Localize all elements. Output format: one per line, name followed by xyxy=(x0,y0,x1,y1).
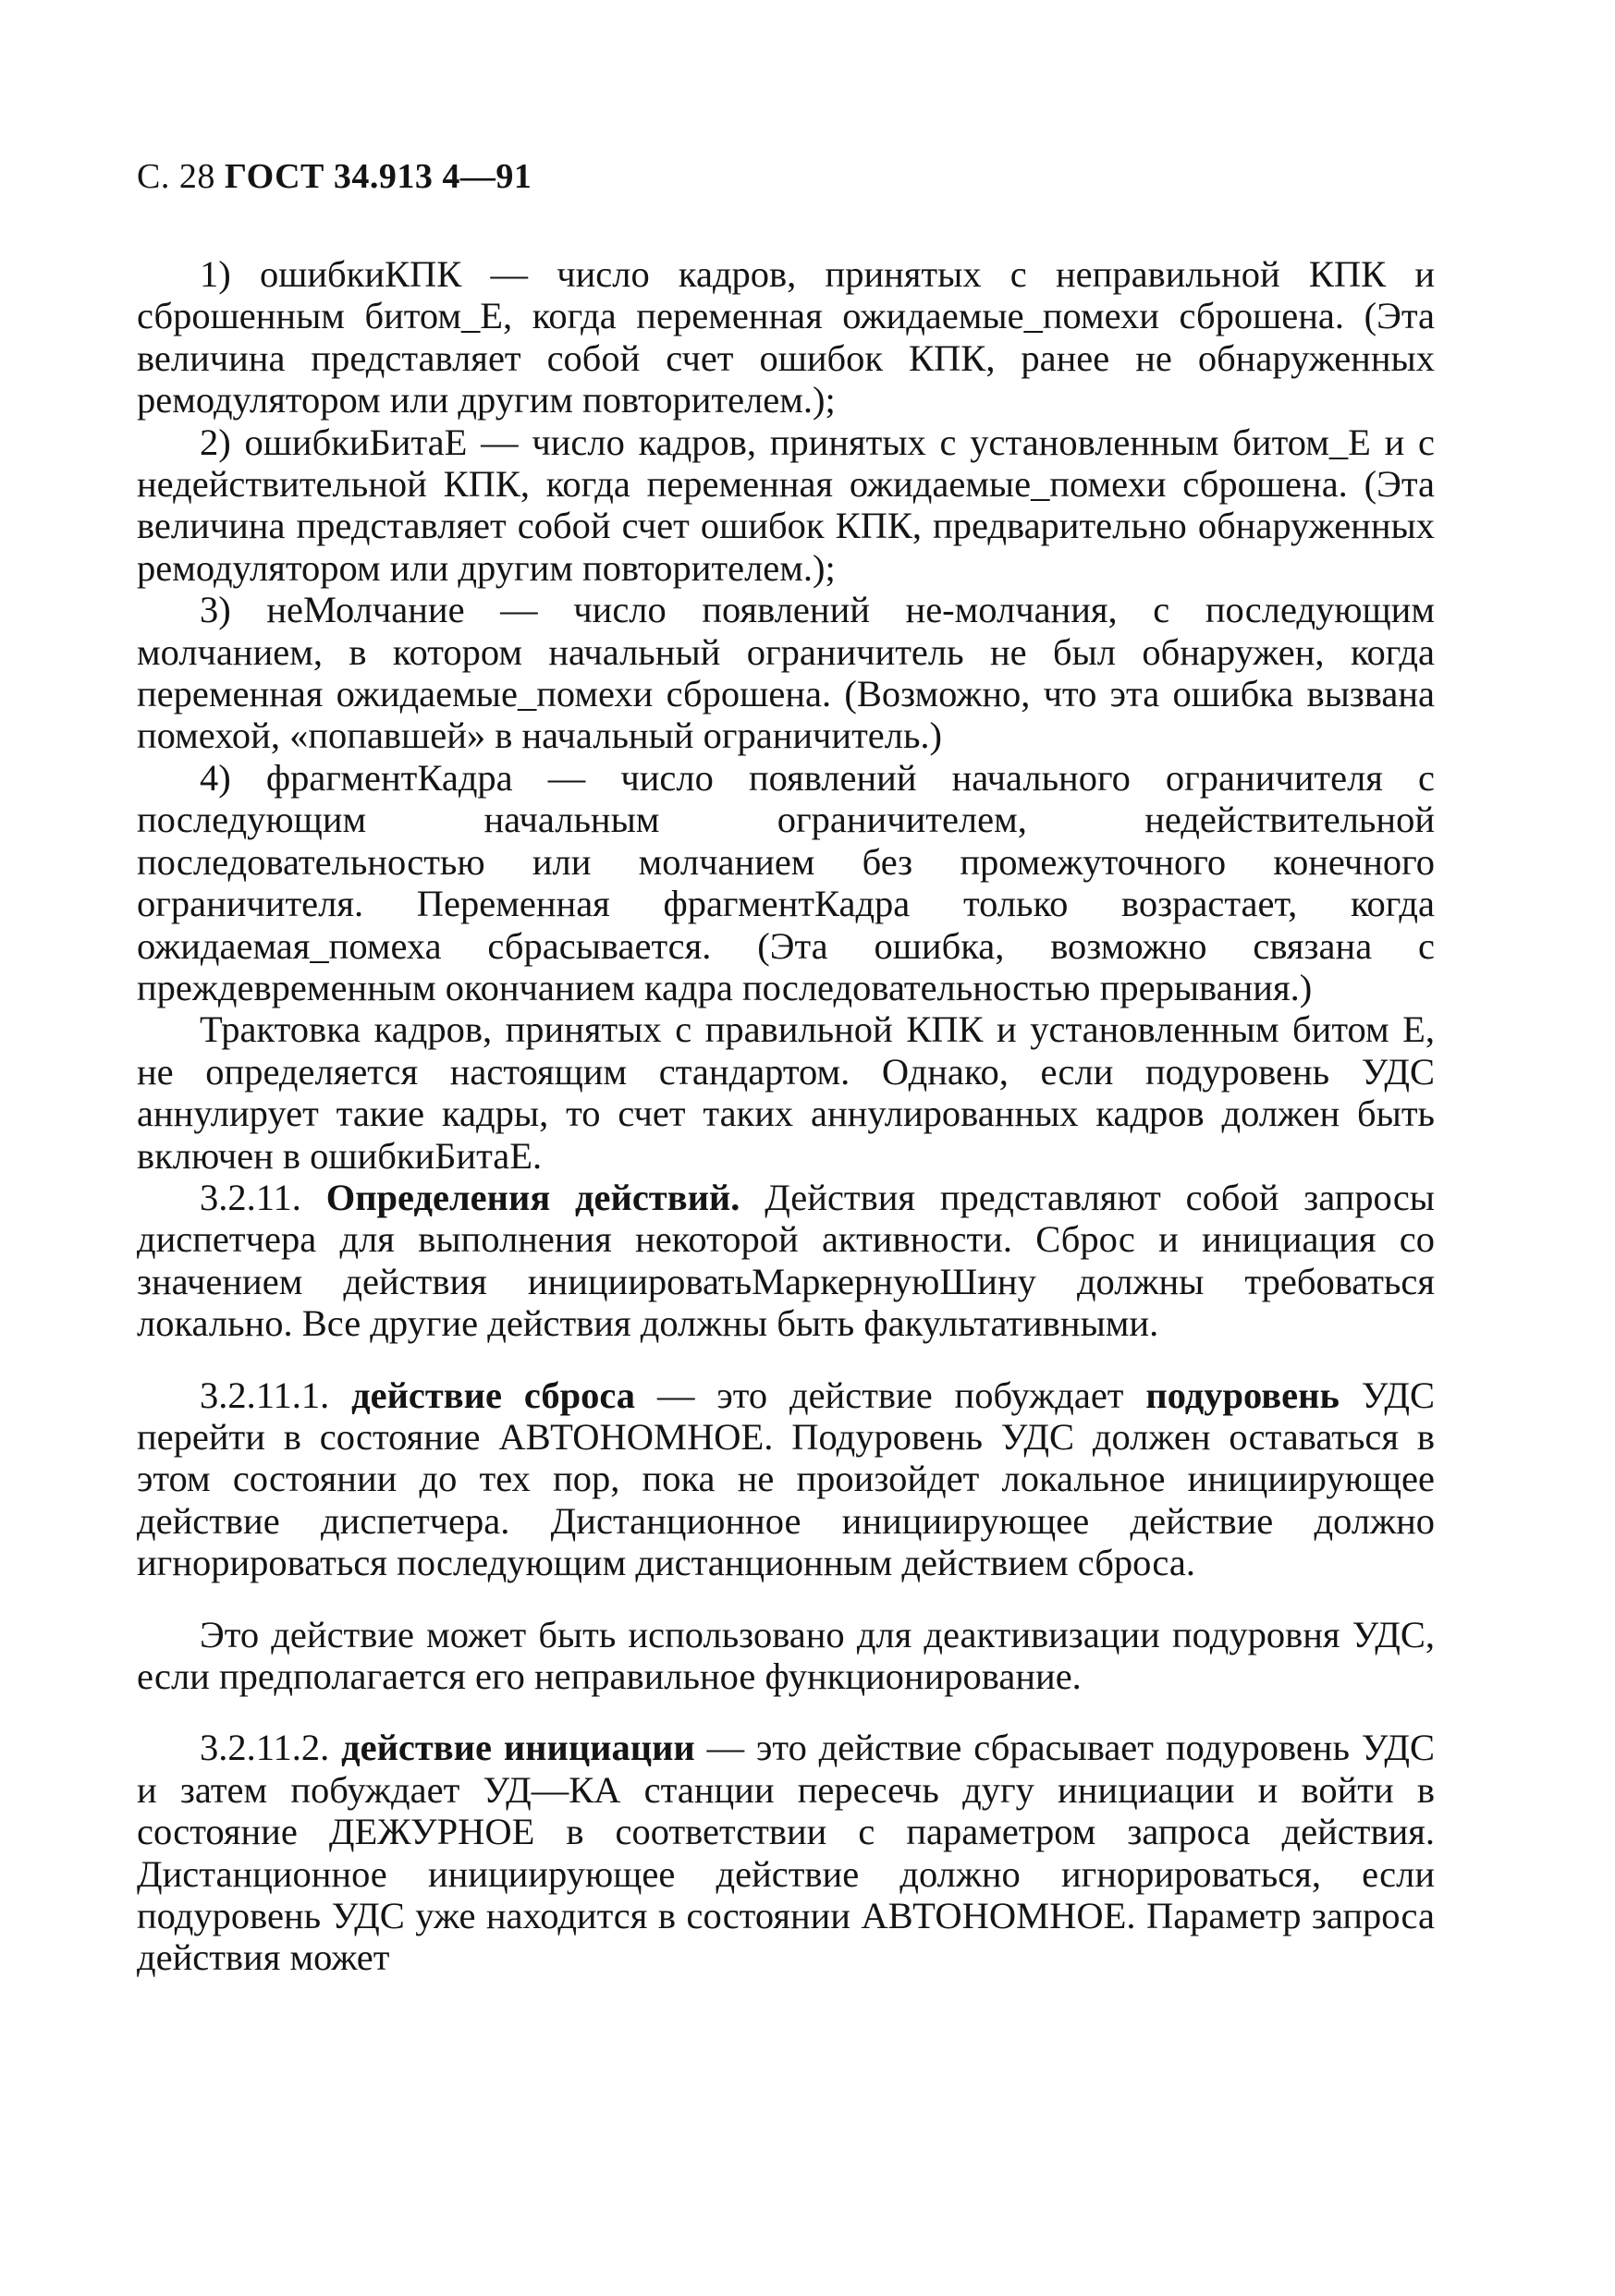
section-text-b: УДС перейти в состояние АВТОНОМНОЕ. Подуровень УДС должен оставаться в этом состоянии до тех пор, пока не произойдет локальное инициирующее действие диспетчера. Дистанционное инициирующее действие должно игнорироваться последующим дистанционным действием сброса. xyxy=(137,1374,1436,1584)
paragraph-frame-treatment: Трактовка кадров, принятых с правильной КПК и установленным битом Е, не определяется настоящим стандартом. Однако, если подуровень УДС аннулирует такие кадры, то счет таких аннулированных кадров должен быть включен в ошибкиБитаЕ. xyxy=(137,1008,1435,1177)
section-number: 3.2.11.2. xyxy=(200,1727,330,1769)
list-item-e-bit-errors: 2) ошибкиБитаЕ — число кадров, принятых с установленным битом_Е и с недействительной КПК, когда переменная ожидаемые_помехи сброшена. (Эта величина представляет собой счет ошибок КПК, предварительно обнаруженных ремодулятором или другим повторителем.); xyxy=(137,421,1435,589)
section-text-a: это действие побуждает xyxy=(716,1374,1124,1416)
section-3-2-11 xyxy=(137,1177,1435,1345)
section-3-2-11-1 xyxy=(137,1374,1435,1584)
term-init-action: действие инициации xyxy=(341,1727,695,1769)
section-number: 3.2.11. xyxy=(200,1176,301,1218)
list-item-frame-fragment: 4) фрагментКадра — число появлений начального ограничителя с последующим начальным ограничителем, недействительной последовательностью или молчанием без промежуточного конечного ограничителя. Переменная фрагментКадра только возрастает, когда ожидаемая_помеха сбрасывается. (Эта ошибка, возможно связана с преждевременным окончанием кадра последовательностью прерывания.) xyxy=(137,756,1435,1008)
section-heading: Определения действий. xyxy=(325,1176,740,1218)
section-3-2-11-2 xyxy=(137,1727,1435,1978)
section-text: — это действие сбрасывает подуровень УДС и затем побуждает УД—КА станции пересечь дугу инициации и войти в состояние ДЕЖУРНОЕ в соответствии с параметром запроса действия. Дистанционное инициирующее действие должно игнорироваться, если подуровень УДС уже находится в состоянии АВТОНОМНОЕ. Параметр запроса действия может xyxy=(137,1727,1436,1979)
page-header xyxy=(137,155,1435,198)
term-reset-action: действие сброса xyxy=(351,1374,636,1416)
dash: — xyxy=(656,1374,695,1416)
standard-designation: ГОСТ 34.913 4—91 xyxy=(224,157,532,196)
section-text: Действия представляют собой запросы диспетчера для выполнения некоторой активности. Сброс и инициация со значением действия инициироватьМаркернуюШину должны требоваться локально. Все другие действия должны быть факультативными. xyxy=(137,1176,1436,1345)
list-item-non-silence: 3) неМолчание — число появлений не-молчания, с последующим молчанием, в котором начальный ограничитель не был обнаружен, когда переменная ожидаемые_помехи сброшена. (Возможно, что эта ошибка вызвана помехой, «попавшей» в начальный ограничитель.) xyxy=(137,589,1435,757)
document-page xyxy=(137,155,1435,1979)
section-number: 3.2.11.1. xyxy=(200,1374,330,1416)
paragraph-deactivation: Это действие может быть использовано для деактивизации подуровня УДС, если предполагается его неправильное функционирование. xyxy=(137,1613,1435,1697)
page-number: С. 28 xyxy=(137,157,215,196)
list-item-crc-errors: 1) ошибкиКПК — число кадров, принятых с неправильной КПК и сброшенным битом_Е, когда переменная ожидаемые_помехи сброшена. (Эта величина представляет собой счет ошибок КПК, ранее не обнаруженных ремодулятором или другим повторителем.); xyxy=(137,253,1435,421)
term-sublayer: подуровень xyxy=(1145,1374,1340,1416)
